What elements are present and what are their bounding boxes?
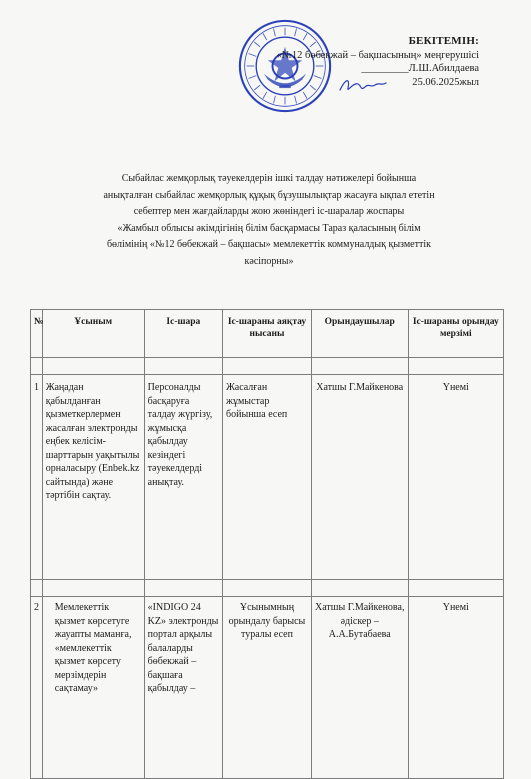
row-executors: Хатшы Г.Майкенова: [311, 375, 408, 580]
heading-line: кәсіпорны»: [244, 255, 294, 267]
row-measure: «INDIGO 24 KZ» электронды портал арқылы балаларды бөбекжай – бақшаға қабылдау –: [144, 597, 222, 779]
header-number: №: [31, 310, 43, 358]
table-row: [31, 597, 504, 779]
approval-signatory: _________Л.Ш.Абилдаева: [361, 63, 479, 74]
heading-line: бөлімінің «№12 бөбекжай – бақшасы» мемлекеттік коммуналдық қызметтік: [106, 239, 432, 250]
header-completion-form: Іс-шараны аяқтау нысаны: [223, 310, 312, 358]
header-deadline: Іс-шараны орындау мерзімі: [408, 310, 503, 358]
approval-position: «№12 бөбекжай – бақшасының» меңгерушісі: [276, 49, 479, 61]
approval-title: БЕКІТЕМІН:: [408, 35, 479, 47]
row-deadline: Үнемі: [408, 597, 503, 779]
approval-block: [277, 35, 479, 89]
heading-line: себептер мен жағдайларды жою жөніндегі іс-шаралар жоспары: [133, 206, 405, 217]
row-deadline: Үнемі: [408, 375, 503, 580]
header-executors: Орындаушылар: [311, 310, 408, 358]
table-row: [31, 375, 504, 580]
heading-line: «Жамбыл облысы әкімдігінің білім басқармасы Тараз қаласының білім: [117, 222, 421, 234]
approval-date: 25.06.2025жыл: [412, 76, 479, 88]
heading-line: Сыбайлас жемқорлық тәуекелдерін ішкі талдау нәтижелері бойынша: [121, 173, 417, 184]
row-number: 2: [31, 597, 43, 779]
row-measure: Персоналды басқаруға талдау жүргізу, жұмысқа қабылдау кезіндегі тәуекелдерді анықтау.: [144, 375, 222, 580]
row-executors: Хатшы Г.Майкенова, әдіскер – А.А.Бутабаева: [311, 597, 408, 779]
table-spacer-row: [31, 358, 504, 375]
header-measure: Іс-шара: [144, 310, 222, 358]
action-plan-table: [30, 309, 504, 779]
document-heading: [60, 171, 478, 270]
row-number: 1: [31, 375, 43, 580]
row-recommendation: Мемлекеттік қызмет көрсетуге жауапты маманға, «мемлекеттік қызмет көрсету мерзімдерін сақтамау»: [42, 597, 144, 779]
heading-line: анықталған сыбайлас жемқорлық құқық бұзушылықтар жасауға ықпал ететін: [103, 189, 435, 201]
row-completion-form: Жасалған жұмыстар бойынша есеп: [223, 375, 312, 580]
table-spacer-row: [31, 580, 504, 597]
row-completion-form: Ұсынымның орындалу барысы туралы есеп: [223, 597, 312, 779]
header-recommendation: Ұсыным: [42, 310, 144, 358]
row-recommendation: Жаңадан қабылданған қызметкерлермен жасалған электронды еңбек келісім-шарттарын уақытылы орналасыру (Enbek.kz сайтында) және тәртібін сақтау.: [42, 375, 144, 580]
table-header-row: [31, 310, 504, 358]
